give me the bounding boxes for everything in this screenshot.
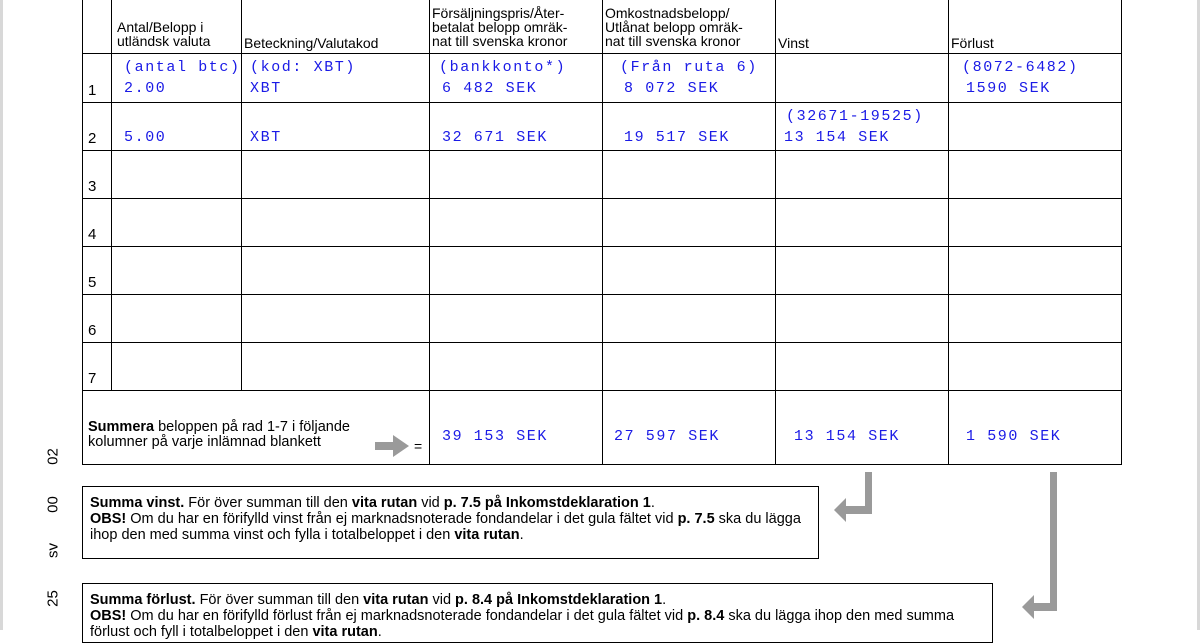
box-text-bold: p. 7.5 <box>677 511 715 527</box>
grid-line <box>1121 0 1122 465</box>
margin-code: 25 <box>44 590 62 607</box>
margin-code: 02 <box>44 448 62 465</box>
box-text-bold: vita rutan <box>351 495 418 511</box>
summary-sale-total[interactable]: 39 153 SEK <box>442 428 549 445</box>
box-text: . <box>377 624 382 640</box>
cell-note[interactable]: (antal btc) <box>124 59 241 76</box>
summary-cost-total[interactable]: 27 597 SEK <box>614 428 721 445</box>
grid-line <box>82 53 1122 54</box>
box-text-bold: p. 8.4 på Inkomstdeklaration 1 <box>455 592 663 608</box>
box-text-bold: vita rutan <box>312 624 378 640</box>
column-header-cost: Omkostnadsbelopp/ Utlånat belopp omräk- nat till svenska kronor <box>605 5 743 49</box>
summa-forlust-box <box>82 583 993 643</box>
cell-note[interactable]: (Från ruta 6) <box>620 59 758 76</box>
cell-value[interactable]: 32 671 SEK <box>442 129 549 146</box>
box-text: Om du har en förifylld vinst från ej marknadsnoterade fondandelar i det gula fältet vid <box>126 511 678 527</box>
box-text-bold: p. 8.4 <box>687 608 725 624</box>
grid-line <box>241 0 242 390</box>
summary-label-bold: Summera <box>88 419 155 435</box>
column-header-sale-price: Försäljningspris/Åter- betalat belopp omräk- nat till svenska kronor <box>432 5 568 49</box>
grid-line <box>82 102 1122 103</box>
box-title: Summa förlust. <box>90 592 196 608</box>
column-header-amount: Antal/Belopp i utländsk valuta <box>117 19 211 49</box>
arrow-down-left-icon <box>1018 470 1064 620</box>
grid-line <box>82 390 1122 391</box>
grid-line <box>82 150 1122 151</box>
row-number: 4 <box>88 226 97 243</box>
box-title: Summa vinst. <box>90 495 185 511</box>
arrow-right-icon <box>375 435 409 457</box>
box-text: . <box>519 527 524 543</box>
summa-vinst-box <box>82 486 819 559</box>
cell-note[interactable]: (8072-6482) <box>962 59 1079 76</box>
grid-line <box>82 198 1122 199</box>
cell-note[interactable]: (bankkonto*) <box>439 59 567 76</box>
row-number: 7 <box>88 370 97 387</box>
box-text: ska du lägga ihop den med summa förlust och fyll i totalbeloppet i den <box>90 608 955 640</box>
column-header-loss: Förlust <box>951 35 994 51</box>
summary-loss-total[interactable]: 1 590 SEK <box>966 428 1062 445</box>
cell-value[interactable]: 19 517 SEK <box>624 129 731 146</box>
cell-value[interactable]: 2.00 <box>124 80 167 97</box>
summary-label <box>88 420 378 450</box>
grid-line <box>948 0 949 465</box>
box-text: ska du lägga ihop den med summa vinst och fylla i totalbeloppet i den <box>90 511 801 543</box>
cell-value[interactable]: 8 072 SEK <box>624 80 720 97</box>
box-text: vid <box>428 592 456 608</box>
cell-value[interactable]: 5.00 <box>124 129 167 146</box>
box-text-bold: p. 7.5 på Inkomstdeklaration 1 <box>443 495 651 511</box>
grid-line <box>82 342 1122 343</box>
grid-line <box>82 0 83 465</box>
summary-label-text: beloppen på rad 1-7 i följande kolumner på varje inlämnad blankett <box>88 419 350 450</box>
row-number: 5 <box>88 274 97 291</box>
box-text-bold: vita rutan <box>454 527 520 543</box>
cell-value[interactable]: 6 482 SEK <box>442 80 538 97</box>
box-note-label: OBS! <box>90 608 127 624</box>
box-text: . <box>650 495 655 511</box>
cell-value[interactable]: 1590 SEK <box>966 80 1051 97</box>
cell-note[interactable]: (32671-19525) <box>786 108 924 125</box>
box-note-label: OBS! <box>90 511 127 527</box>
box-text: För över summan till den <box>195 592 364 608</box>
row-number: 6 <box>88 322 97 339</box>
cell-value[interactable]: 13 154 SEK <box>784 129 891 146</box>
grid-line <box>111 0 112 390</box>
grid-line <box>602 0 603 465</box>
grid-line <box>82 294 1122 295</box>
row-number: 2 <box>88 130 97 147</box>
page-edge <box>0 0 3 630</box>
box-text-bold: vita rutan <box>363 592 429 608</box>
box-text: Om du har en förifylld förlust från ej marknadsnoterade fondandelar i det gula fältet vid <box>126 608 688 624</box>
box-text: För över summan till den <box>184 495 352 511</box>
row-number: 3 <box>88 178 97 195</box>
cell-note[interactable]: (kod: XBT) <box>250 59 357 76</box>
grid-line <box>429 0 430 465</box>
column-header-code: Beteckning/Valutakod <box>244 35 379 51</box>
box-text: . <box>662 592 667 608</box>
box-text: vid <box>417 495 444 511</box>
equals-sign: = <box>414 438 423 454</box>
grid-line <box>82 464 1122 465</box>
margin-code: 00 <box>44 496 62 513</box>
grid-line <box>82 246 1122 247</box>
margin-code: sv <box>44 543 62 558</box>
arrow-down-left-icon <box>830 470 876 526</box>
summary-gain-total[interactable]: 13 154 SEK <box>794 428 901 445</box>
cell-value[interactable]: XBT <box>250 129 282 146</box>
row-number: 1 <box>88 82 97 99</box>
column-header-gain: Vinst <box>778 35 809 51</box>
cell-value[interactable]: XBT <box>250 80 282 97</box>
capital-gains-form-table <box>82 0 1122 465</box>
grid-line <box>775 0 776 465</box>
